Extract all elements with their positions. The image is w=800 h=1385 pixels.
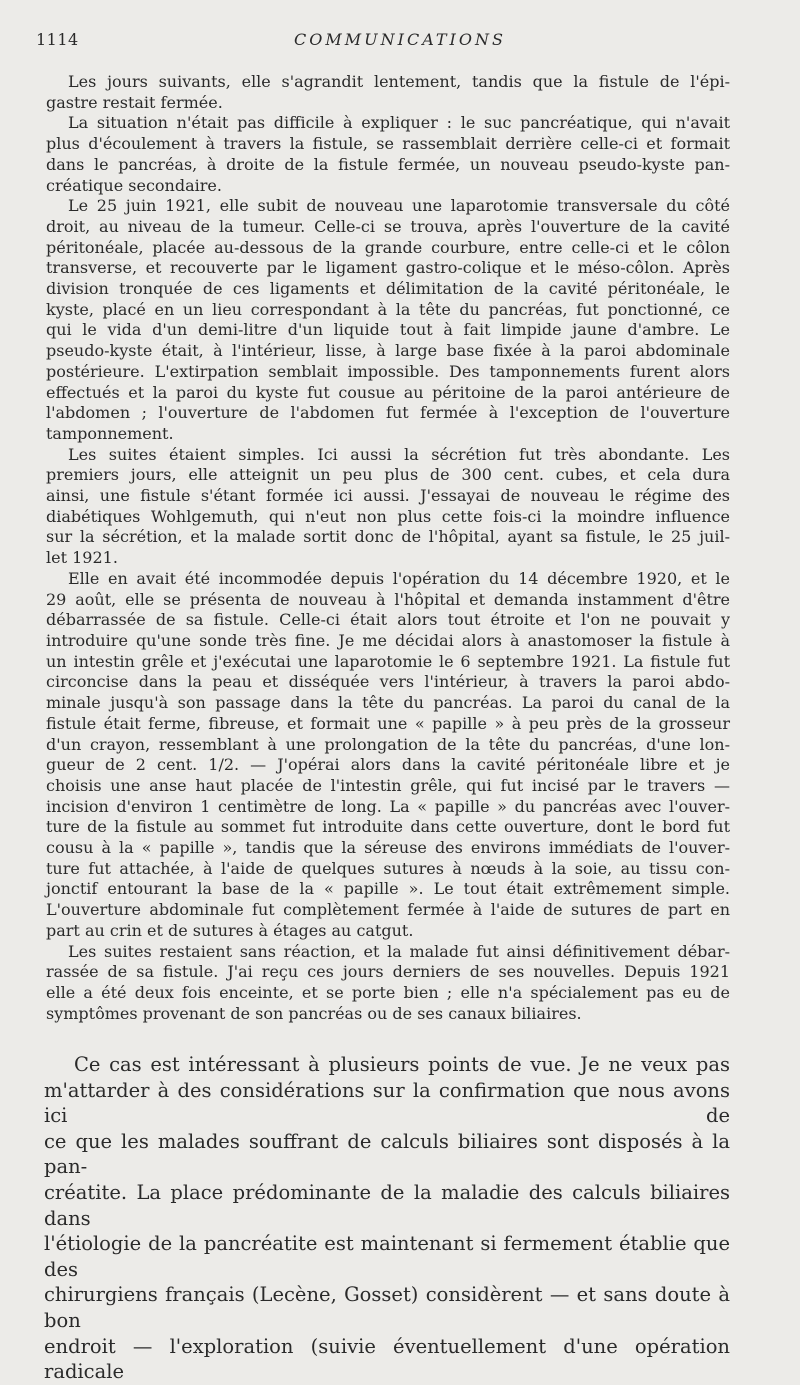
text-line: kyste, placé en un lieu correspondant à la tête du pancréas, fut ponctionné, ce: [46, 299, 730, 319]
text-line: droit, au niveau de la tumeur. Celle-ci se trouva, après l'ouverture de la cavité: [46, 216, 730, 236]
text-line: l'étiologie de la pancréatite est maintenant si fermement établie que des: [44, 1232, 730, 1281]
text-line: endroit — l'exploration (suivie éventuellement d'une opération radicale: [44, 1334, 730, 1384]
text-line: La situation n'était pas difficile à expliquer : le suc pancréatique, qui n'avait: [68, 113, 730, 133]
text-line: effectués et la paroi du kyste fut cousue au péritoine de la paroi antérieure de: [46, 382, 730, 402]
text-line: débarrassée de sa fistule. Celle-ci était alors tout étroite et l'on ne pouvait y: [46, 610, 730, 630]
page-number: 1114: [36, 30, 79, 49]
discussion-text: [44, 1052, 730, 1385]
text-line: ture de la fistule au sommet fut introduite dans cette ouverture, dont le bord fut: [46, 817, 730, 837]
text-line: l'abdomen ; l'ouverture de l'abdomen fut fermée à l'exception de l'ouverture: [46, 403, 730, 423]
text-line: Les jours suivants, elle s'agrandit lentement, tandis que la fistule de l'épi-: [68, 72, 730, 91]
paragraph: [46, 72, 730, 113]
text-line: postérieure. L'extirpation semblait impossible. Des tamponnements furent alors: [46, 361, 730, 381]
text-line: circoncise dans la peau et disséquée vers l'intérieur, à travers la paroi abdo-: [46, 672, 730, 692]
text-line: division tronquée de ces ligaments et délimitation de la cavité péritonéale, le: [46, 279, 730, 299]
text-line: ture fut attachée, à l'aide de quelques sutures à nœuds à la soie, au tissu con-: [46, 858, 730, 878]
paragraph: [46, 196, 730, 444]
text-line: part au crin et de sutures à étages au catgut.: [46, 920, 414, 940]
text-line: minale jusqu'à son passage dans la tête du pancréas. La paroi du canal de la: [46, 693, 730, 713]
running-title: COMMUNICATIONS: [294, 30, 506, 49]
text-line: Les suites étaient simples. Ici aussi la sécrétion fut très abondante. Les: [68, 444, 730, 464]
text-line: diabétiques Wohlgemuth, qui n'eut non plus cette fois-ci la moindre influence: [46, 506, 730, 526]
text-line: un intestin grêle et j'exécutai une laparotomie le 6 septembre 1921. La fistule fut: [46, 651, 730, 671]
text-line: ainsi, une fistule s'étant formée ici aussi. J'essayai de nouveau le régime des: [46, 486, 730, 506]
text-line: tamponnement.: [46, 423, 174, 443]
text-line: qui le vida d'un demi-litre d'un liquide tout à fait limpide jaune d'ambre. Le: [46, 320, 730, 340]
paragraph: [46, 942, 730, 1025]
text-line: L'ouverture abdominale fut complètement fermée à l'aide de sutures de part en: [46, 900, 730, 920]
text-line: fistule était ferme, fibreuse, et formait une « papille » à peu près de la grosseur: [46, 713, 730, 733]
text-line: plus d'écoulement à travers la fistule, se rassemblait derrière celle-ci et formait: [46, 134, 730, 154]
text-line: gueur de 2 cent. 1/2. — J'opérai alors dans la cavité péritonéale libre et je: [46, 755, 730, 775]
text-line: Le 25 juin 1921, elle subit de nouveau une laparotomie transversale du côté: [68, 196, 730, 216]
text-line: Elle en avait été incommodée depuis l'opération du 14 décembre 1920, et le: [68, 568, 730, 588]
text-line: chirurgiens français (Lecène, Gosset) considèrent — et sans doute à bon: [44, 1283, 730, 1332]
text-line: premiers jours, elle atteignit un peu plus de 300 cent. cubes, et cela dura: [46, 465, 730, 485]
text-line: créatite. La place prédominante de la maladie des calculs biliaires dans: [44, 1180, 730, 1230]
paragraph: [46, 569, 730, 942]
text-line: péritonéale, placée au-dessous de la grande courbure, entre celle-ci et le côlon: [46, 237, 730, 257]
text-line: ce que les malades souffrant de calculs biliaires sont disposés à la pan-: [44, 1129, 730, 1179]
text-line: jonctif entourant la base de la « papille ». Le tout était extrêmement simple.: [46, 879, 730, 899]
text-line: choisis une anse haut placée de l'intestin grêle, qui fut incisé par le travers —: [46, 775, 730, 795]
text-line: dans le pancréas, à droite de la fistule fermée, un nouveau pseudo-kyste pan-: [46, 154, 730, 174]
text-line: let 1921.: [46, 548, 118, 568]
text-line: d'un crayon, ressemblant à une prolongation de la tête du pancréas, d'une lon-: [46, 734, 730, 754]
text-line: gastre restait fermée.: [46, 92, 223, 112]
text-line: elle a été deux fois enceinte, et se porte bien ; elle n'a spécialement pas eu de: [46, 982, 730, 1002]
text-line: incision d'environ 1 centimètre de long. La « papille » du pancréas avec l'ouver-: [46, 796, 730, 816]
text-line: Les suites restaient sans réaction, et la malade fut ainsi définitivement débar-: [68, 941, 730, 961]
text-line: m'attarder à des considérations sur la confirmation que nous avons ici de: [44, 1078, 730, 1128]
text-line: transverse, et recouverte par le ligament gastro-colique et le méso-côlon. Après: [46, 258, 730, 278]
text-line: 29 août, elle se présenta de nouveau à l'hôpital et demanda instamment d'être: [46, 589, 730, 609]
paragraph: [46, 445, 730, 569]
text-line: Ce cas est intéressant à plusieurs points de vue. Je ne veux pas: [74, 1053, 730, 1076]
text-line: créatique secondaire.: [46, 175, 222, 195]
text-line: cousu à la « papille », tandis que la séreuse des environs immédiats de l'ouver-: [46, 838, 730, 858]
case-report-text: [46, 72, 730, 1024]
text-line: symptômes provenant de son pancréas ou de ses canaux biliaires.: [46, 1003, 582, 1023]
text-line: rassée de sa fistule. J'ai reçu ces jours derniers de ses nouvelles. Depuis 1921: [46, 962, 730, 982]
paragraph: [46, 113, 730, 196]
text-line: pseudo-kyste était, à l'intérieur, lisse, à large base fixée à la paroi abdominale: [46, 341, 730, 361]
text-line: sur la sécrétion, et la malade sortit donc de l'hôpital, ayant sa fistule, le 25 juil-: [46, 527, 730, 547]
text-line: introduire qu'une sonde très fine. Je me décidai alors à anastomoser la fistule à: [46, 630, 730, 650]
